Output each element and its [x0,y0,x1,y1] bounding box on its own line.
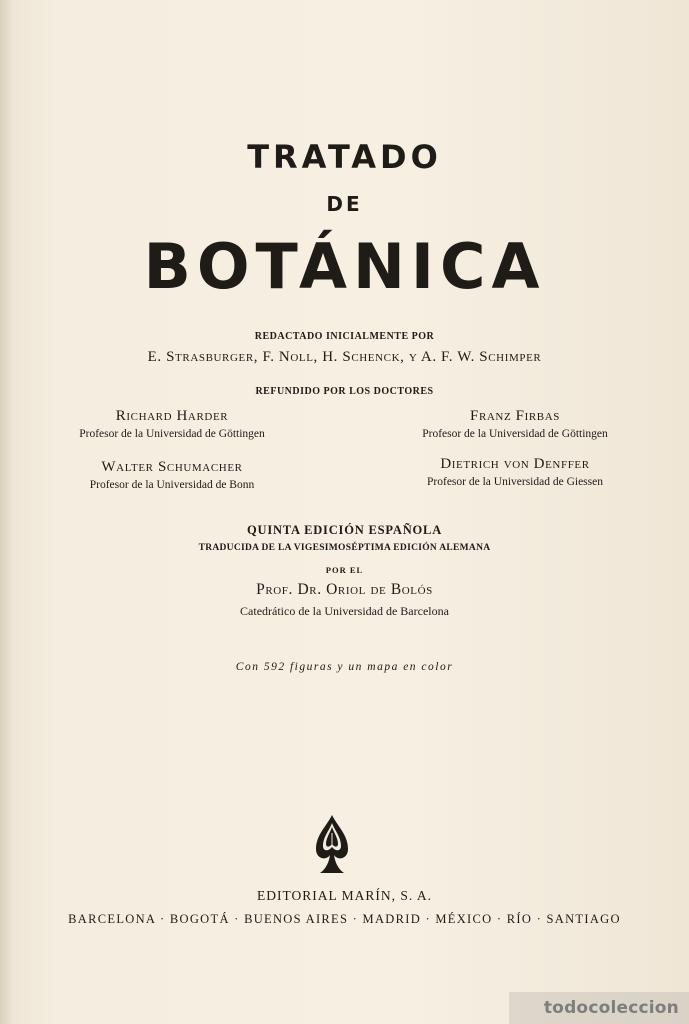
translator-affiliation: Catedrático de la Universidad de Barcelona [240,604,449,618]
edition-label: QUINTA EDICIÓN ESPAÑOLA [246,523,443,537]
doctor-affiliation: Profesor de la Universidad de Göttingen [422,428,608,440]
doctor-affiliation: Profesor de la Universidad de Bonn [89,479,255,491]
por-el-label: POR EL [325,565,364,575]
doctor-block-harder [22,408,322,440]
figures-note: Con 592 figuras y un mapa en color [235,661,454,673]
doctor-affiliation: Profesor de la Universidad de Giessen [427,476,603,488]
translated-label: TRADUCIDA DE LA VIGESIMOSÉPTIMA EDICIÓN ALEMANA [198,543,491,553]
doctor-name: Walter Schumacher [101,459,243,475]
watermark-text: todocoleccion [543,998,679,1018]
refundido-label: REFUNDIDO POR LOS DOCTORES [255,386,434,397]
redactado-label: REDACTADO INICIALMENTE POR [254,331,435,342]
publisher-name: EDITORIAL MARÍN, S. A. [256,888,432,903]
doctor-name: Dietrich von Denffer [440,456,590,472]
doctor-block-denffer [365,456,665,488]
title-line-tratado: TRATADO [247,138,442,176]
translator-name: Prof. Dr. Oriol de Bolós [256,581,433,598]
doctor-block-firbas [365,408,665,440]
title-line-de: DE [326,192,363,216]
doctor-name: Franz Firbas [470,408,560,424]
publisher-cities: BARCELONA · BOGOTÁ · BUENOS AIRES · MADRID · MÉXICO · RÍO · SANTIAGO [68,912,621,926]
spade-leaf-icon [314,813,350,875]
doctor-name: Richard Harder [115,408,229,424]
watermark [509,992,689,1024]
title-line-botanica: BOTÁNICA [143,230,546,303]
doctor-affiliation: Profesor de la Universidad de Göttingen [79,428,265,440]
original-authors: E. Strasburger, F. Noll, H. Schenck, y A. F. W. Schimper [147,349,542,365]
doctor-block-schumacher [22,459,322,491]
